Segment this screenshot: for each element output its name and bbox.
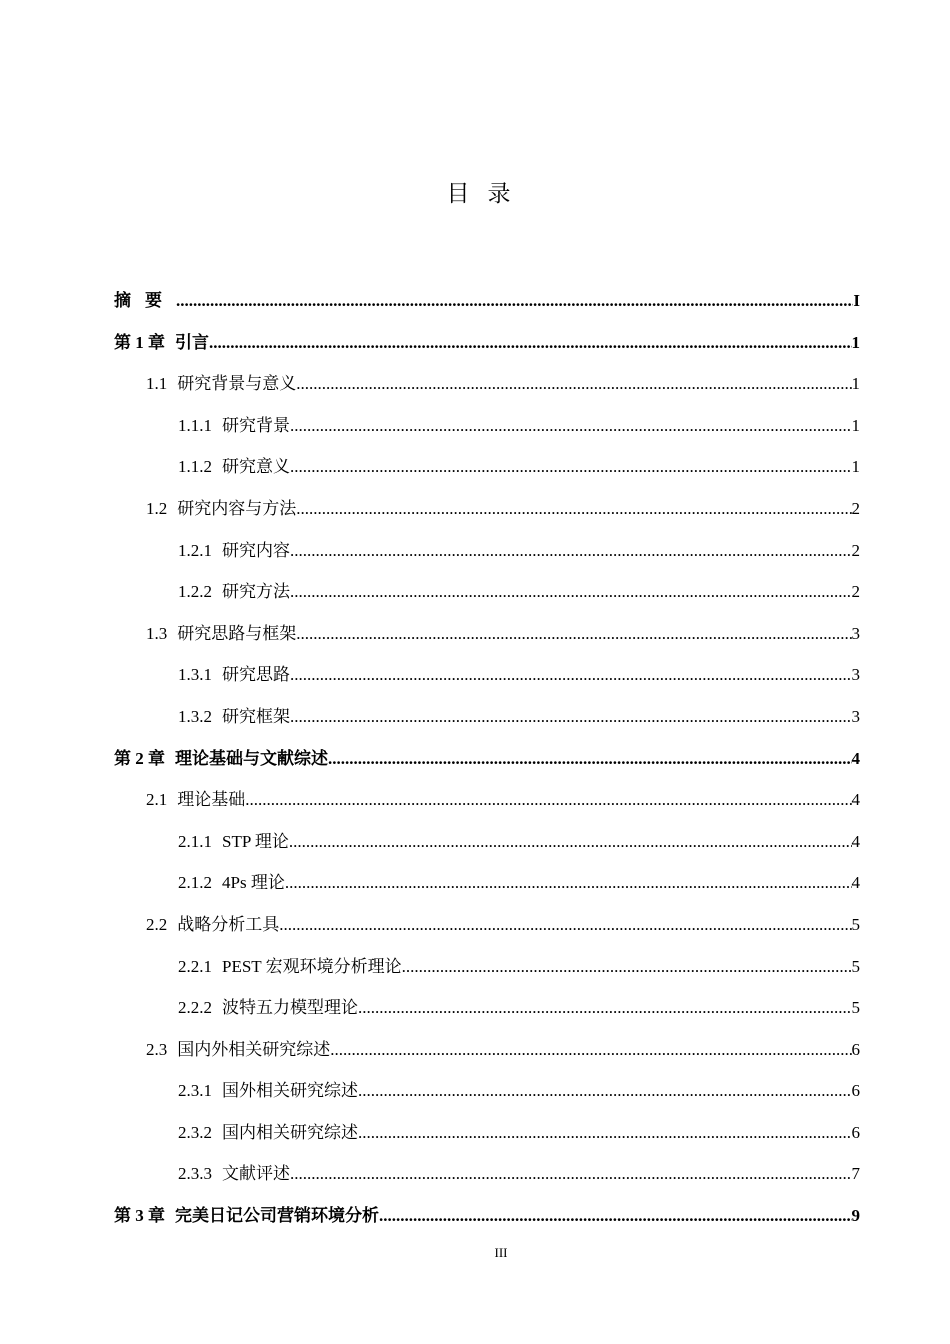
toc-entry-text: 研究思路与框架	[177, 623, 297, 643]
toc-leader-dots	[290, 1153, 852, 1195]
toc-entry-page: 7	[851, 1164, 860, 1184]
toc-leader-dots	[285, 862, 852, 904]
toc-entry-text: 国外相关研究综述	[222, 1081, 358, 1101]
toc-entry-chapter-3[interactable]	[114, 1195, 860, 1237]
toc-entry-2-1-2[interactable]	[114, 862, 860, 904]
toc-entry-2-2[interactable]	[114, 904, 860, 946]
toc-list	[114, 280, 860, 1237]
toc-entry-text: 国内相关研究综述	[222, 1122, 358, 1142]
toc-entry-2-3-1[interactable]	[114, 1070, 860, 1112]
toc-entry-text: 研究内容	[222, 540, 290, 560]
toc-entry-page: 4	[851, 748, 860, 768]
toc-entry-1-3-1[interactable]	[114, 654, 860, 696]
toc-leader-dots	[290, 571, 852, 613]
toc-entry-text: 研究意义	[222, 457, 290, 477]
toc-entry-number: 1.2.1	[178, 540, 212, 560]
toc-entry-text: 理论基础与文献综述	[175, 748, 328, 768]
toc-entry-page: 5	[851, 956, 860, 976]
toc-entry-text: 引言	[175, 332, 209, 352]
toc-entry-2-1[interactable]	[114, 779, 860, 821]
toc-entry-chapter-2[interactable]	[114, 738, 860, 780]
toc-entry-text: STP 理论	[222, 831, 289, 851]
toc-entry-number: 2.2.2	[178, 998, 212, 1018]
toc-leader-dots	[290, 405, 852, 447]
toc-leader-dots	[290, 530, 852, 572]
toc-entry-page: 5	[851, 914, 860, 934]
toc-entry-number: 1.1	[146, 374, 168, 394]
toc-entry-page: 1	[851, 374, 860, 394]
toc-leader-dots	[358, 1070, 852, 1112]
toc-entry-number: 2.1	[146, 790, 168, 810]
toc-leader-dots	[296, 363, 851, 405]
toc-entry-number: 1.2	[146, 498, 168, 518]
toc-entry-page: 3	[851, 706, 860, 726]
toc-entry-1-2-1[interactable]	[114, 530, 860, 572]
toc-entry-text: PEST 宏观环境分析理论	[222, 956, 402, 976]
toc-entry-page: I	[853, 291, 860, 310]
toc-entry-text: 研究框架	[222, 706, 290, 726]
toc-entry-1-2-2[interactable]	[114, 571, 860, 613]
toc-entry-page: 1	[851, 332, 860, 352]
toc-leader-dots	[290, 696, 852, 738]
toc-entry-1-1[interactable]	[114, 363, 860, 405]
toc-entry-text: 4Ps 理论	[222, 873, 285, 893]
toc-leader-dots	[209, 322, 852, 364]
toc-entry-page: 4	[851, 790, 860, 810]
toc-entry-2-2-2[interactable]	[114, 987, 860, 1029]
toc-entry-2-3[interactable]	[114, 1029, 860, 1071]
toc-leader-dots	[358, 987, 852, 1029]
toc-entry-number: 第 2 章	[114, 748, 165, 768]
toc-entry-2-3-3[interactable]	[114, 1153, 860, 1195]
toc-leader-dots	[279, 904, 851, 946]
toc-entry-text: 国内外相关研究综述	[177, 1039, 331, 1059]
toc-entry-text: 研究内容与方法	[177, 498, 297, 518]
toc-leader-dots	[290, 446, 852, 488]
toc-leader-dots	[290, 654, 852, 696]
toc-entry-number: 1.3	[146, 623, 168, 643]
toc-entry-number: 1.1.1	[178, 415, 212, 435]
toc-entry-2-2-1[interactable]	[114, 946, 860, 988]
toc-entry-page: 6	[851, 1122, 860, 1142]
toc-entry-abstract[interactable]	[114, 280, 860, 322]
toc-entry-text: 研究方法	[222, 582, 290, 602]
toc-entry-1-3[interactable]	[114, 613, 860, 655]
toc-entry-number: 第 1 章	[114, 332, 165, 352]
toc-entry-number: 2.1.1	[178, 831, 212, 851]
toc-entry-page: 1	[851, 415, 860, 435]
toc-entry-text: 战略分析工具	[177, 914, 280, 934]
toc-entry-1-3-2[interactable]	[114, 696, 860, 738]
toc-leader-dots	[296, 613, 851, 655]
toc-entry-page: 2	[851, 540, 860, 560]
toc-leader-dots	[379, 1195, 852, 1237]
toc-entry-page: 6	[851, 1039, 860, 1059]
toc-title: 目录	[446, 181, 529, 207]
toc-entry-number: 1.3.2	[178, 706, 212, 726]
toc-entry-page: 6	[851, 1081, 860, 1101]
toc-entry-page: 4	[851, 831, 860, 851]
toc-entry-text: 波特五力模型理论	[222, 998, 358, 1018]
toc-entry-number: 2.2.1	[178, 956, 212, 976]
toc-entry-text: 研究思路	[222, 665, 290, 685]
toc-entry-text: 完美日记公司营销环境分析	[175, 1206, 379, 1226]
toc-leader-dots	[330, 1029, 851, 1071]
toc-entry-page: 1	[851, 457, 860, 477]
page-number: III	[494, 1245, 508, 1260]
toc-entry-number: 2.3	[146, 1039, 168, 1059]
toc-leader-dots	[402, 946, 852, 988]
toc-entry-2-1-1[interactable]	[114, 821, 860, 863]
toc-entry-page: 2	[851, 582, 860, 602]
toc-entry-chapter-1[interactable]	[114, 322, 860, 364]
toc-entry-text: 研究背景与意义	[177, 374, 297, 394]
toc-leader-dots	[358, 1112, 852, 1154]
toc-entry-1-1-2[interactable]	[114, 446, 860, 488]
toc-entry-text: 研究背景	[222, 415, 290, 435]
toc-entry-number: 1.2.2	[178, 582, 212, 602]
toc-entry-page: 2	[851, 498, 860, 518]
toc-leader-dots	[296, 488, 851, 530]
toc-entry-1-2[interactable]	[114, 488, 860, 530]
toc-entry-text: 摘要	[114, 291, 176, 310]
toc-entry-text: 文献评述	[222, 1164, 290, 1184]
toc-entry-number: 2.3.1	[178, 1081, 212, 1101]
toc-entry-page: 3	[851, 623, 860, 643]
toc-leader-dots	[245, 779, 851, 821]
toc-entry-page: 9	[851, 1206, 860, 1226]
toc-entry-number: 2.3.2	[178, 1122, 212, 1142]
toc-entry-page: 3	[851, 665, 860, 685]
toc-entry-number: 第 3 章	[114, 1206, 165, 1226]
toc-entry-number: 1.3.1	[178, 665, 212, 685]
toc-entry-number: 2.1.2	[178, 873, 212, 893]
toc-entry-text: 理论基础	[177, 790, 246, 810]
toc-entry-page: 5	[851, 998, 860, 1018]
toc-entry-2-3-2[interactable]	[114, 1112, 860, 1154]
toc-leader-dots	[328, 738, 852, 780]
toc-entry-number: 2.3.3	[178, 1164, 212, 1184]
toc-entry-page: 4	[851, 873, 860, 893]
toc-entry-1-1-1[interactable]	[114, 405, 860, 447]
toc-entry-number: 1.1.2	[178, 457, 212, 477]
toc-leader-dots	[176, 280, 853, 322]
toc-leader-dots	[289, 821, 852, 863]
toc-entry-number: 2.2	[146, 914, 168, 934]
